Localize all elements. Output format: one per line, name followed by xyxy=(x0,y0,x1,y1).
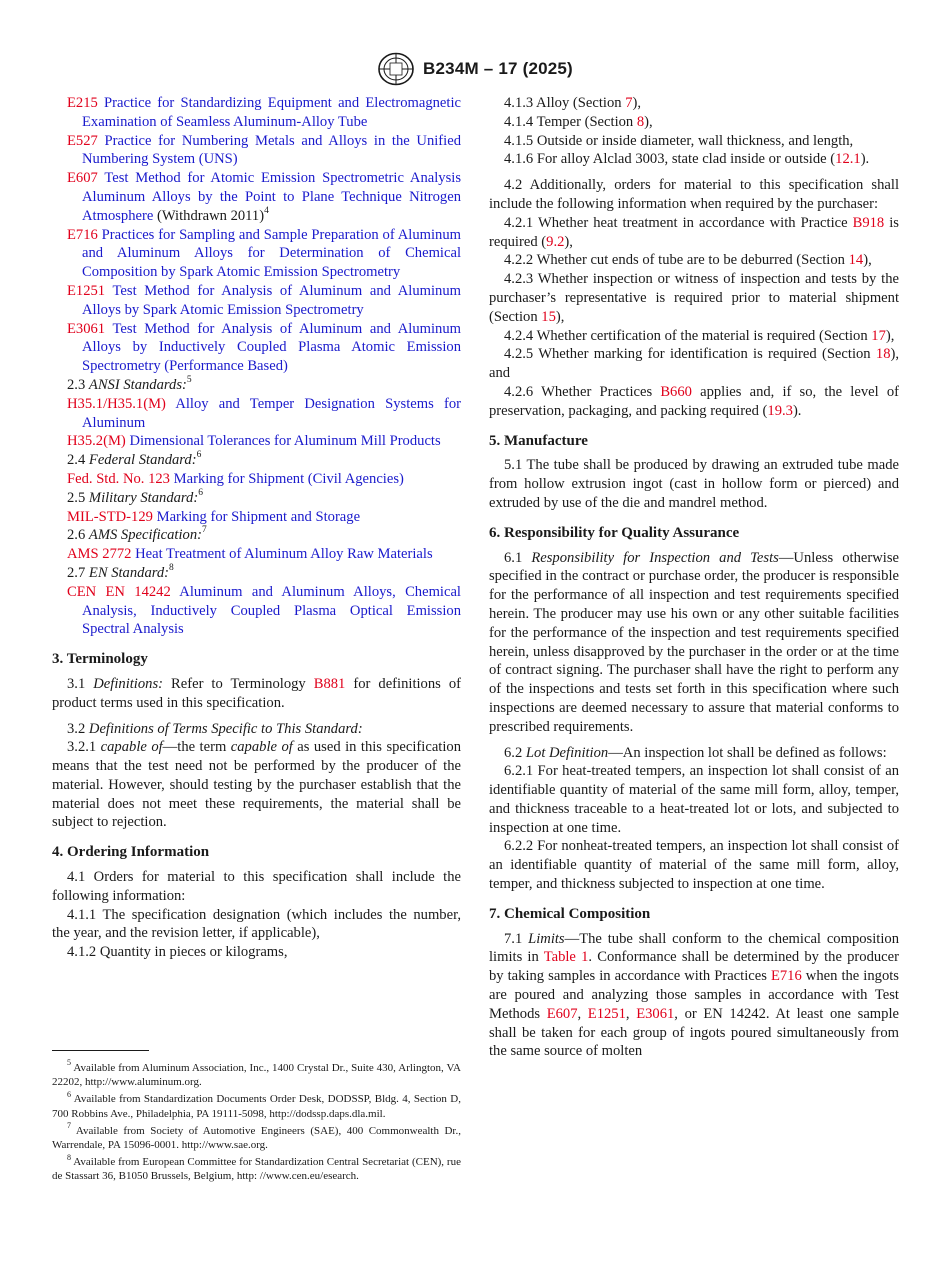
reference-code[interactable]: E527 xyxy=(67,132,98,149)
reference-code[interactable]: E607 xyxy=(67,170,98,187)
reference-item xyxy=(52,282,461,320)
cross-reference-link[interactable]: 8 xyxy=(636,113,645,130)
paragraph-6-2-2: 6.2.2 For nonheat-treated tempers, an inspection lot shall consist of an identifiable quantity of material of the same mill form, alloy, temper, and thickness subjected to inspection at one time. xyxy=(489,838,899,893)
footnote: $^5$ Available from Aluminum Association, Inc., 1400 Crystal Dr., Suite 430, Arlington, VA 22202, http://www.aluminum.org. xyxy=(52,1058,461,1089)
section-title-manufacture: 5. Manufacture xyxy=(489,432,588,449)
paragraph-4-2-6: 4.2.6 Whether Practices B660 applies and, if so, the level of preservation, packaging, and packing required (19.3). xyxy=(489,383,899,419)
cross-reference-link[interactable]: Table 1 xyxy=(543,949,589,966)
section-heading-military: 2.5 Military Standard:$^6$ xyxy=(67,487,203,506)
section-heading-ams: 2.6 AMS Specification:$^7$ xyxy=(67,525,207,544)
left-column xyxy=(52,94,461,962)
cross-reference-link[interactable]: 7 xyxy=(625,95,633,111)
paragraph-6-2-1: 6.2.1 For heat-treated tempers, an inspection lot shall consist of an identifiable quantity of material of the same mill form, alloy, temper, and thickness traceable to a heat-treated lot or lots, and subjected to inspection at one time. xyxy=(489,763,899,836)
cross-reference-link[interactable]: 18 xyxy=(875,346,891,363)
reference-item xyxy=(52,470,461,489)
section-title-chemical-composition: 7. Chemical Composition xyxy=(489,905,651,922)
reference-item xyxy=(52,508,461,527)
paragraph-3-2-1: 3.2.1 capable of—the term capable of as used in this specification means that the test need not be performed by the producer of the material. However, should testing by the purchaser establish that the material does not meet these requirements, the material shall be subject to rejection. xyxy=(52,739,462,831)
reference-item xyxy=(52,132,461,170)
reference-title[interactable]: Alloy and Temper Designation Systems for Aluminum xyxy=(82,395,461,431)
reference-item xyxy=(52,583,461,639)
section-title-ordering: 4. Ordering Information xyxy=(52,844,210,861)
right-column xyxy=(489,94,899,1061)
footnote: $^6$ Available from Standardization Documents Order Desk, DODSSP, Bldg. 4, Section D, 700 Robbins Ave., Philadelphia, PA 19111-5098, http://dodssp.daps.dla.mil. xyxy=(52,1089,461,1120)
cross-reference-link[interactable]: 19.3 xyxy=(767,402,793,419)
page-header xyxy=(0,52,950,86)
reference-code[interactable]: AMS 2772 xyxy=(67,546,132,563)
paragraph-3-2: 3.2 Definitions of Terms Specific to This Standard: xyxy=(67,720,363,737)
paragraph-4-1-2: 4.1.2 Quantity in pieces or kilograms, xyxy=(67,944,288,961)
footnote: $^7$ Available from Society of Automotive Engineers (SAE), 400 Commonwealth Dr., Warrendale, PA 15096-0001. http://www.sae.org. xyxy=(52,1121,461,1152)
reference-code[interactable]: MIL-STD-129 xyxy=(67,508,153,525)
paragraph-4-2-4: 4.2.4 Whether certification of the material is required (Section 17), xyxy=(504,327,895,344)
reference-item xyxy=(52,320,461,376)
reference-code[interactable]: CEN EN 14242 xyxy=(67,583,171,600)
cross-reference-link[interactable]: E1251 xyxy=(587,1005,626,1022)
paragraph-4-1-6: 4.1.6 For alloy Alclad 3003, state clad inside or outside (12.1). xyxy=(504,151,870,168)
paragraph-7-1: 7.1 Limits—The tube shall conform to the chemical composition limits in Table 1. Conformance shall be determined by the producer by taking samples in accordance with Practices E716 when the ingots are poured and analyzing those samples in accordance with Test Methods E607, E1251, E3061, or EN 14242. At least one sample shall be taken for each group of ingots poured simultaneously from the same source of molten xyxy=(489,930,899,1060)
footnote-marker: 8 xyxy=(169,563,174,574)
paragraph-4-2-3: 4.2.3 Whether inspection or witness of inspection and tests by the purchaser’s representative is required prior to material shipment (Section 15), xyxy=(489,271,899,325)
cross-reference-link[interactable]: B918 xyxy=(852,214,885,231)
section-heading-en: 2.7 EN Standard:$^8$ xyxy=(67,563,174,581)
footnote-marker: 6 xyxy=(198,487,203,498)
paragraph-5-1: 5.1 The tube shall be produced by drawing an extruded tube made from hollow extrusion ingot (cast in hollow form or pierced) and extruded by use of the die and mandrel method. xyxy=(489,457,899,511)
paragraph-6-1: 6.1 Responsibility for Inspection and Tests—Unless otherwise specified in the contract or purchase order, the producer is responsible for the performance of all inspection and test requirements specified herein. The producer may use his own or any other suitable facilities for the performance of the inspection and test requirements specified herein, unless disapproved by the purchaser in the order or at the time of contract signing. The purchaser shall have the right to perform any of the inspections and tests set forth in this specification where such inspections are deemed necessary to assure that material conforms to prescribed requirements. xyxy=(489,549,899,735)
paragraph-4-1-3: 4.1.3 Alloy (Section 7), xyxy=(504,95,642,111)
paragraph-4-1-4: 4.1.4 Temper (Section 8), xyxy=(504,113,653,130)
paragraph-3-1: 3.1 Definitions: Refer to Terminology B881 for definitions of product terms used in this specification. xyxy=(52,675,461,711)
cross-reference-link[interactable]: 17 xyxy=(871,327,886,344)
reference-list-astm xyxy=(52,94,461,376)
reference-item xyxy=(52,226,461,282)
reference-title[interactable]: Dimensional Tolerances for Aluminum Mill Products xyxy=(129,433,441,450)
footnote-marker: 4 xyxy=(264,205,269,216)
footnote-marker: 7 xyxy=(201,525,207,536)
reference-code[interactable]: E215 xyxy=(67,95,98,111)
cross-reference-link[interactable]: 14 xyxy=(848,252,864,269)
reference-title[interactable]: Practice for Standardizing Equipment and Electromagnetic Examination of Seamless Aluminum-Alloy Tube xyxy=(82,95,461,130)
footnotes xyxy=(52,1050,461,1187)
cross-reference-link[interactable]: E716 xyxy=(770,968,802,985)
reference-item xyxy=(52,169,461,225)
cross-reference-link[interactable]: 15 xyxy=(541,308,556,325)
reference-title[interactable]: Test Method for Analysis of Aluminum and Aluminum Alloys by Spark Atomic Emission Spectrometry xyxy=(82,282,462,318)
paragraph-6-2: 6.2 Lot Definition—An inspection lot shall be defined as follows: xyxy=(504,744,887,761)
paragraph-4-1-1: 4.1.1 The specification designation (which includes the number, the year, and the revision letter, if applicable), xyxy=(52,906,461,942)
paragraph-4-2-5: 4.2.5 Whether marking for identification is required (Section 18), and xyxy=(489,346,899,382)
reference-code[interactable]: E716 xyxy=(67,226,98,243)
paragraph-4-1-5: 4.1.5 Outside or inside diameter, wall thickness, and length, xyxy=(504,132,854,149)
paragraph-4-1: 4.1 Orders for material to this specification shall include the following information: xyxy=(52,869,461,904)
section-title-terminology: 3. Terminology xyxy=(52,651,148,668)
reference-code[interactable]: E1251 xyxy=(67,282,106,299)
reference-code[interactable]: E3061 xyxy=(67,320,106,337)
reference-title[interactable]: Practices for Sampling and Sample Preparation of Aluminum and Aluminum Alloys for Determination of Chemical Composition by Spark Atomic Emission Spectrometry xyxy=(82,226,461,281)
reference-title[interactable]: Practice for Numbering Metals and Alloys in the Unified Numbering System (UNS) xyxy=(82,132,461,168)
reference-code[interactable]: Fed. Std. No. 123 xyxy=(67,470,170,487)
reference-item xyxy=(52,545,461,564)
reference-title[interactable]: Test Method for Analysis of Aluminum and Aluminum Alloys by Inductively Coupled Plasma Atomic Emission Spectrometry (Performance Based) xyxy=(82,320,462,375)
reference-note: (Withdrawn 2011) xyxy=(157,207,265,224)
footnote-marker: 5 xyxy=(186,375,192,386)
reference-title[interactable]: Aluminum and Aluminum Alloys, Chemical Analysis, Inductively Coupled Plasma Optical Emission Spectral Analysis xyxy=(82,583,461,638)
cross-reference-link[interactable]: E3061 xyxy=(636,1005,675,1022)
document-designation: B234M – 17 (2025) xyxy=(423,59,573,78)
footnote-divider xyxy=(52,1050,149,1051)
section-heading-federal: 2.4 Federal Standard:$^6$ xyxy=(67,450,202,469)
reference-item xyxy=(52,395,461,433)
reference-title[interactable]: Marking for Shipment and Storage xyxy=(156,508,361,525)
paragraph-4-2-1: 4.2.1 Whether heat treatment in accordance with Practice B918 is required (9.2), xyxy=(489,214,899,250)
footnote-marker: 6 xyxy=(196,450,202,461)
cross-reference-link[interactable]: 9.2 xyxy=(546,233,565,250)
reference-item xyxy=(52,432,461,451)
section-heading-ansi: 2.3 ANSI Standards:$^5$ xyxy=(67,375,192,393)
reference-code[interactable]: H35.1/H35.1(M) xyxy=(67,395,166,412)
reference-code[interactable]: H35.2(M) xyxy=(67,433,126,450)
cross-reference-link[interactable]: E607 xyxy=(546,1005,578,1022)
reference-item xyxy=(52,94,461,132)
astm-logo xyxy=(377,52,415,86)
reference-title[interactable]: Test Method for Atomic Emission Spectrometric Analysis Aluminum Alloys by the Point to Plane Technique Nitrogen Atmosphere xyxy=(82,170,461,224)
reference-title[interactable]: Marking for Shipment (Civil Agencies) xyxy=(173,470,404,487)
reference-title[interactable]: Heat Treatment of Aluminum Alloy Raw Materials xyxy=(135,546,433,563)
section-title-quality-assurance: 6. Responsibility for Quality Assurance xyxy=(489,524,740,541)
footnote: $^8$ Available from European Committee for Standardization Central Secretariat (CEN), rue de Stassart 36, B1050 Brussels, Belgium, http: //www.cen.eu/esearch. xyxy=(52,1152,461,1183)
cross-reference-link[interactable]: B660 xyxy=(660,383,692,400)
paragraph-4-2-2: 4.2.2 Whether cut ends of tube are to be deburred (Section 14), xyxy=(504,252,872,269)
cross-reference-link[interactable]: 12.1 xyxy=(835,151,861,168)
paragraph-4-2: 4.2 Additionally, orders for material to this specification shall include the following information when required by the purchaser: xyxy=(489,177,899,212)
cross-reference-link[interactable]: B881 xyxy=(313,675,346,692)
